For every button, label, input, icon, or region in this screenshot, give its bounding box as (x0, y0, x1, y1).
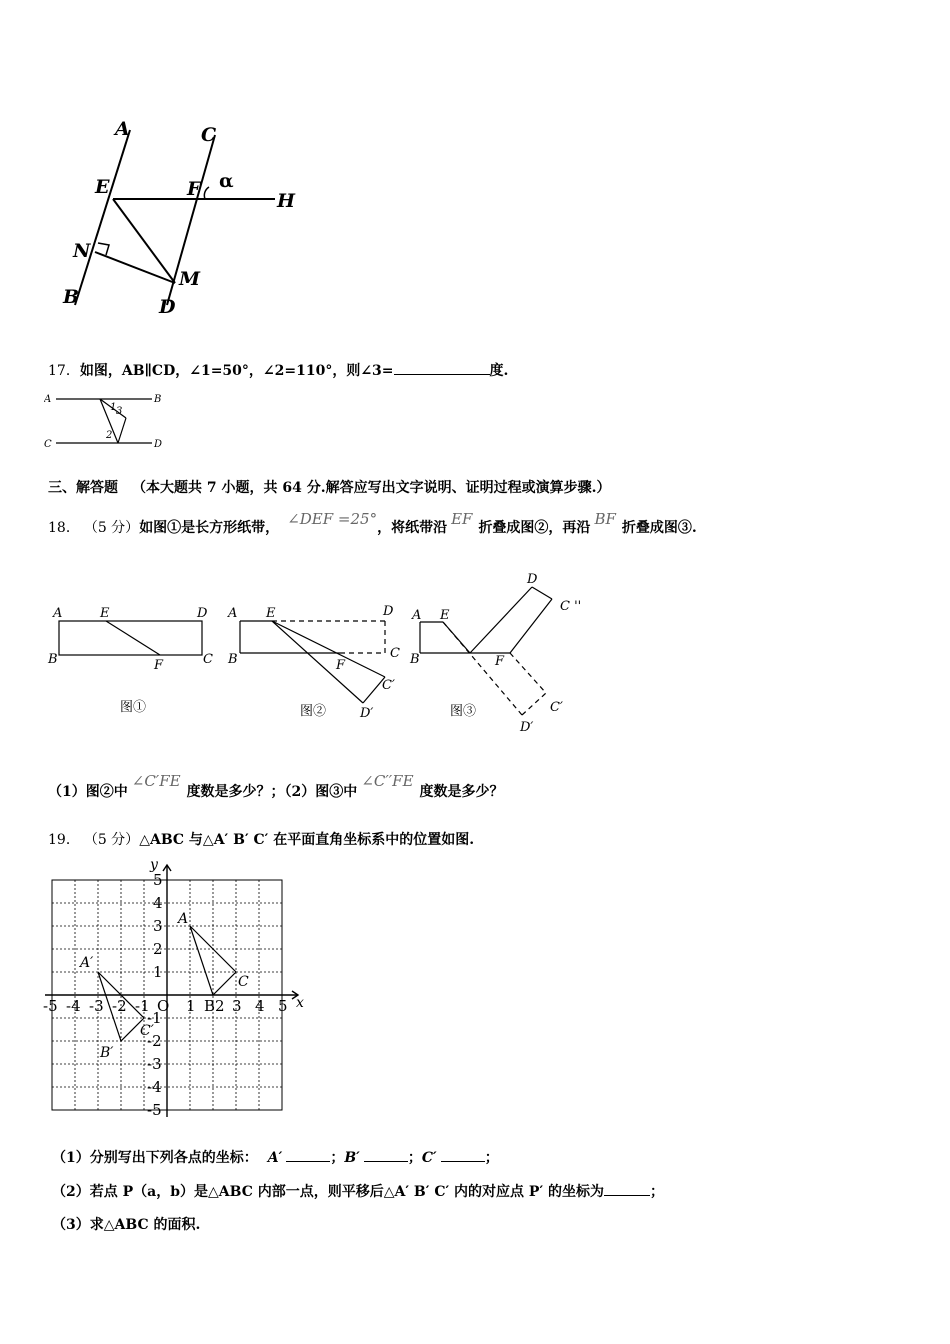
y-tick-label: -4 (147, 1078, 162, 1096)
q17-label-c: C (44, 439, 52, 450)
y-tick-label: 2 (153, 940, 163, 958)
fig3-label-d: D (527, 572, 538, 587)
x-tick-label: 1 (186, 997, 196, 1015)
q17-label-d: D (154, 439, 163, 450)
q18-fig1 (59, 621, 202, 655)
q19-answer-a1[interactable] (286, 1147, 330, 1162)
x-tick-label: -3 (89, 997, 104, 1015)
q18-math-bf: BF (594, 510, 616, 528)
fig3-label-d1: D′ (520, 720, 534, 735)
q17-line (48, 360, 508, 381)
fig2-label-f: F (336, 658, 346, 673)
y-tick-label: 3 (153, 917, 163, 935)
q19-number: 19． (48, 832, 80, 848)
x-tick-label: 4 (255, 997, 265, 1015)
fig1-label-c: C (203, 652, 213, 667)
fig3-label-b: B (410, 652, 420, 667)
x-tick-label: B2 (204, 997, 225, 1015)
q17-text: 如图，AB∥CD，∠1=50°，∠2=110°，则∠3= (79, 363, 394, 379)
fig3-label-a: A (412, 608, 422, 623)
x-tick-label: 3 (232, 997, 242, 1015)
y-tick-label: -5 (147, 1101, 162, 1119)
q19-sub1-b1: B′ (344, 1150, 360, 1166)
q18-sub1-a: （1）图②中 (48, 784, 128, 800)
q18-text1: 如图①是长方形纸带， (139, 520, 280, 536)
q18-fig3 (420, 587, 552, 715)
label-b: B (63, 286, 80, 308)
q18-score: （5 分） (83, 520, 140, 536)
q18-sub1-b: 度数是多少？；（2）图③中 (186, 784, 358, 800)
x-tick-label: O (157, 997, 170, 1015)
q19-answer-b1[interactable] (364, 1147, 408, 1162)
x-tick-label: 5 (278, 997, 288, 1015)
fig2-label-a: A (228, 606, 238, 621)
q19-sep2: ； (407, 1150, 422, 1166)
q18-math-angle: ∠DEF =25° (287, 510, 378, 528)
label-m: M (179, 268, 201, 290)
y-tick-label: -2 (147, 1032, 162, 1050)
label-c: C (201, 124, 217, 146)
x-tick-label: -5 (43, 997, 58, 1015)
fig2-caption: 图② (300, 704, 327, 719)
label-d: D (159, 296, 176, 318)
x-tick-label: -1 (135, 997, 150, 1015)
q19-sep3: ； (484, 1150, 499, 1166)
fig1-caption: 图① (120, 700, 147, 715)
q18-line (48, 510, 697, 541)
q19-sub1-c1: C′ (421, 1150, 437, 1166)
fig1-label-a: A (53, 606, 63, 621)
q18-sub1-math: ∠C′FE (131, 772, 181, 790)
q19-answer-c1[interactable] (441, 1147, 485, 1162)
fig2-label-c1: C′ (382, 678, 395, 693)
q19-text: △ABC 与△A′ B′ C′ 在平面直角坐标系中的位置如图. (139, 832, 475, 848)
q19-sub2-end: ； (650, 1184, 665, 1200)
label-n: N (73, 240, 91, 262)
fig3-label-c2: C '' (560, 599, 582, 614)
q19-sub3 (52, 1215, 200, 1235)
q17-label-2: 2 (106, 430, 113, 441)
x-axis-label: x (296, 995, 304, 1011)
x-tick-label: -2 (112, 997, 127, 1015)
fig3-caption: 图③ (450, 704, 477, 719)
q19-coordinate-grid (40, 855, 315, 1125)
fig1-label-e: E (100, 606, 110, 621)
section3-heading (48, 478, 610, 498)
fig3-label-f: F (495, 654, 505, 669)
point-c-label: C (238, 974, 249, 990)
point-a1-label: A′ (80, 955, 94, 971)
q17-label-1: 1 (110, 402, 117, 413)
q19-sub3-text: （3）求△ABC 的面积. (52, 1217, 201, 1233)
q19-sub2 (52, 1181, 664, 1202)
q17-label-3: 3 (116, 406, 123, 417)
fig2-label-d: D (383, 604, 394, 619)
q19-sub1-label: （1）分别写出下列各点的坐标： (52, 1150, 258, 1166)
q19-sub1-a1: A′ (267, 1150, 283, 1166)
q18-sub2-math: ∠C′′FE (361, 772, 414, 790)
label-h: H (277, 190, 295, 212)
x-tick-label: -4 (66, 997, 81, 1015)
figure-parallel-lines (55, 115, 315, 320)
fig2-label-c: C (390, 646, 400, 661)
q19-sep1: ； (330, 1150, 345, 1166)
q17-label-b: B (154, 394, 162, 405)
y-axis-label: y (150, 857, 158, 873)
q19-sub2-text: （2）若点 P（a，b）是△ABC 内部一点，则平移后△A′ B′ C′ 内的对应点 P′ 的坐标为 (52, 1184, 605, 1200)
section3-note: （本大题共 7 小题，共 64 分.解答应写出文字说明、证明过程或演算步骤.） (132, 480, 611, 496)
y-tick-label: -1 (147, 1009, 162, 1027)
section3-title: 三、解答题 (48, 480, 118, 496)
q19-answer-p1[interactable] (604, 1181, 650, 1196)
q18-fig2 (240, 621, 385, 703)
q18-subquestions (48, 772, 504, 805)
q18-text3: 折叠成图②，再沿 (478, 520, 591, 536)
q18-math-ef: EF (451, 510, 473, 528)
point-a-label: A (178, 911, 189, 927)
q19-score: （5 分） (83, 832, 140, 848)
label-a: A (115, 118, 130, 140)
q18-sub2-b: 度数是多少？ (419, 784, 504, 800)
y-tick-label: 5 (153, 871, 163, 889)
y-tick-label: 4 (153, 894, 163, 912)
q18-figures (40, 565, 600, 745)
q17-bent-2 (118, 418, 126, 443)
y-tick-label: 1 (153, 963, 163, 981)
fig2-label-b: B (228, 652, 238, 667)
q17-answer-blank[interactable] (394, 360, 490, 375)
q18-text2: ，将纸带沿 (377, 520, 448, 536)
fig3-label-c1: C′ (550, 700, 563, 715)
q17-text-end: 度. (489, 363, 509, 379)
point-c1-label: C′ (140, 1023, 154, 1039)
q17-number: 17． (48, 363, 80, 379)
q17-label-a: A (44, 394, 52, 405)
label-f: F (187, 178, 201, 200)
fig2-label-d1: D′ (360, 706, 374, 721)
q17-figure (44, 388, 174, 454)
point-b1-label: B′ (100, 1045, 114, 1061)
label-alpha: α (219, 170, 234, 192)
q19-line (48, 830, 474, 850)
fig1-label-f: F (154, 658, 164, 673)
q18-number: 18． (48, 520, 80, 536)
fig1-label-b: B (48, 652, 58, 667)
fig3-label-e: E (440, 608, 450, 623)
line-ab (75, 130, 130, 305)
y-tick-label: -3 (147, 1055, 162, 1073)
fig2-label-e: E (266, 606, 276, 621)
label-e: E (95, 176, 110, 198)
q18-text4: 折叠成图③. (621, 520, 697, 536)
angle-alpha-arc (204, 187, 209, 199)
fig1-label-d: D (197, 606, 208, 621)
q19-sub1 (52, 1147, 499, 1168)
